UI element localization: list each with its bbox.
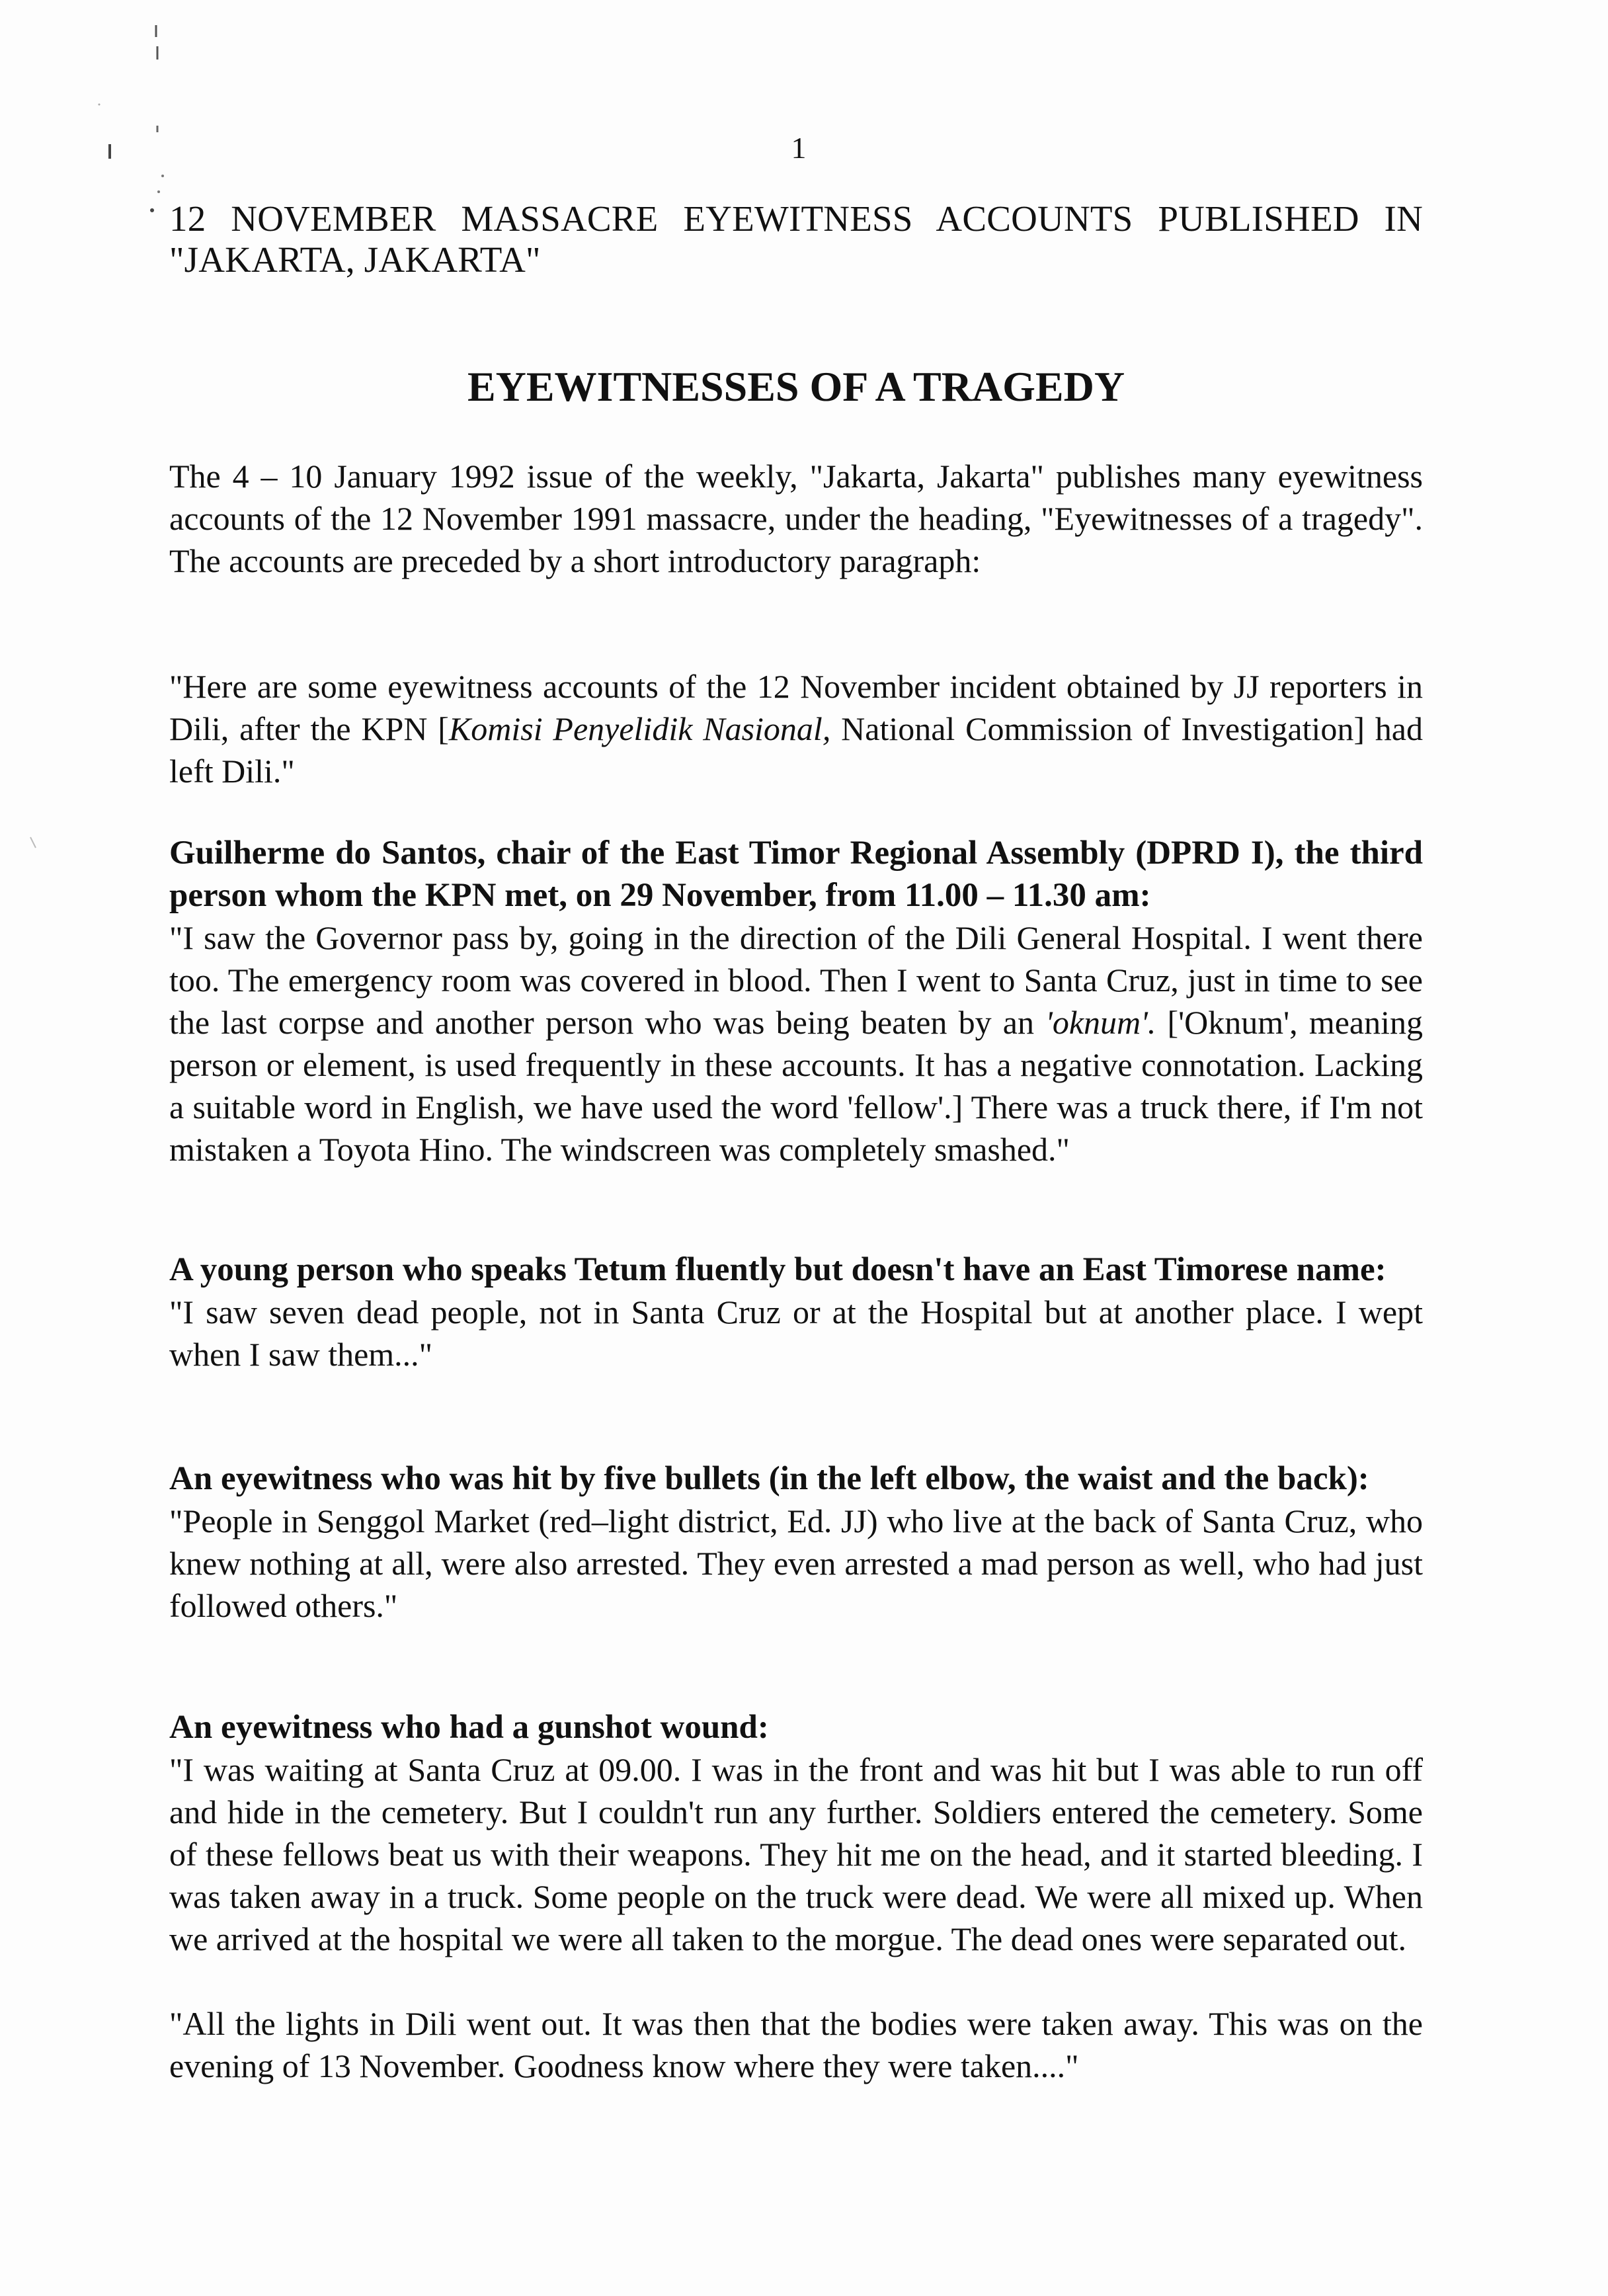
account-text: "People in Senggol Market (red–light district, Ed. JJ) who live at the back of Santa Cruz, who knew nothing at all, were also arrested. They even arrested a mad person as well, who had just followed others." bbox=[169, 1502, 1423, 1624]
account-text: "I was waiting at Santa Cruz at 09.00. I was in the front and was hit but I was able to run off and hide in the cemetery. But I couldn't run any further. Soldiers entered the cemetery. Some of these fellows beat us with their weapons. They hit me on the head, and it started bleeding. I was taken away in a truck. Some people on the truck were dead. We were all mixed up. When we arrived at the hospital we were all taken to the morgue. The dead ones were separated out. bbox=[169, 1751, 1423, 1957]
account-speaker: A young person who speaks Tetum fluently but doesn't have an East Timorese name: bbox=[169, 1251, 1387, 1288]
scan-speck bbox=[30, 837, 36, 848]
account-italic-term: 'oknum'. bbox=[1045, 1004, 1156, 1041]
scan-speck bbox=[161, 175, 164, 177]
account-2 bbox=[169, 1249, 1423, 1375]
account-3 bbox=[169, 1457, 1423, 1627]
intro-quote-text bbox=[169, 665, 1423, 792]
account-4 bbox=[169, 1706, 1423, 2087]
account-speaker: An eyewitness who had a gunshot wound: bbox=[169, 1709, 769, 1746]
document-heading: 12 NOVEMBER MASSACRE EYEWITNESS ACCOUNTS PUBLISHED IN "JAKARTA, JAKARTA" bbox=[169, 198, 1423, 280]
quote-commission-name: Komisi Penyelidik Nasional, bbox=[448, 710, 831, 747]
intro-paragraph bbox=[169, 455, 1423, 582]
account-text bbox=[169, 917, 1423, 1170]
scan-speck bbox=[157, 190, 160, 193]
account-speaker: Guilherme do Santos, chair of the East Timor Regional Assembly (DPRD I), the third person whom the KPN met, on 29 November, from 11.00 – 11.30 am: bbox=[169, 835, 1423, 914]
account-1 bbox=[169, 832, 1423, 1170]
scan-speck bbox=[99, 104, 100, 106]
account-text-continued: "All the lights in Dili went out. It was then that the bodies were taken away. This was on the evening of 13 November. Goodness know where they were taken...." bbox=[169, 2005, 1423, 2084]
account-speaker: An eyewitness who was hit by five bullets (in the left elbow, the waist and the back): bbox=[169, 1460, 1369, 1497]
page-number: 1 bbox=[791, 131, 807, 165]
document-title: EYEWITNESSES OF A TRAGEDY bbox=[467, 363, 1125, 410]
quote-part-1: "Here are some eyewitness accounts of the 12 November incident obtained by JJ reporters in Dili, after the KPN [ bbox=[169, 668, 1423, 747]
quote-part-2: National Commission of Investigation] had left Dili." bbox=[169, 710, 1423, 790]
scan-speck bbox=[150, 208, 154, 212]
account-text-part: "I saw the Governor pass by, going in the direction of the Dili General Hospital. I went there too. The emergency room was covered in blood. Then I went to Santa Cruz, just in time to see the last corpse and another person who was being beaten by an bbox=[169, 919, 1423, 1041]
account-text-part: ['Oknum', meaning person or element, is used frequently in these accounts. It has a negative connotation. Lacking a suitable word in English, we have used the word 'fellow'.] There was a truck there, if I'm not mistaken a Toyota Hino. The windscreen was completely smashed." bbox=[169, 1004, 1423, 1168]
account-text: "I saw seven dead people, not in Santa Cruz or at the Hospital but at another place. I wept when I saw them..." bbox=[169, 1293, 1423, 1373]
intro-quote bbox=[169, 665, 1423, 792]
intro-text: The 4 – 10 January 1992 issue of the weekly, "Jakarta, Jakarta" publishes many eyewitness accounts of the 12 November 1991 massacre, under the heading, "Eyewitnesses of a tragedy". The accounts are preceded by a short introductory paragraph: bbox=[169, 458, 1423, 579]
